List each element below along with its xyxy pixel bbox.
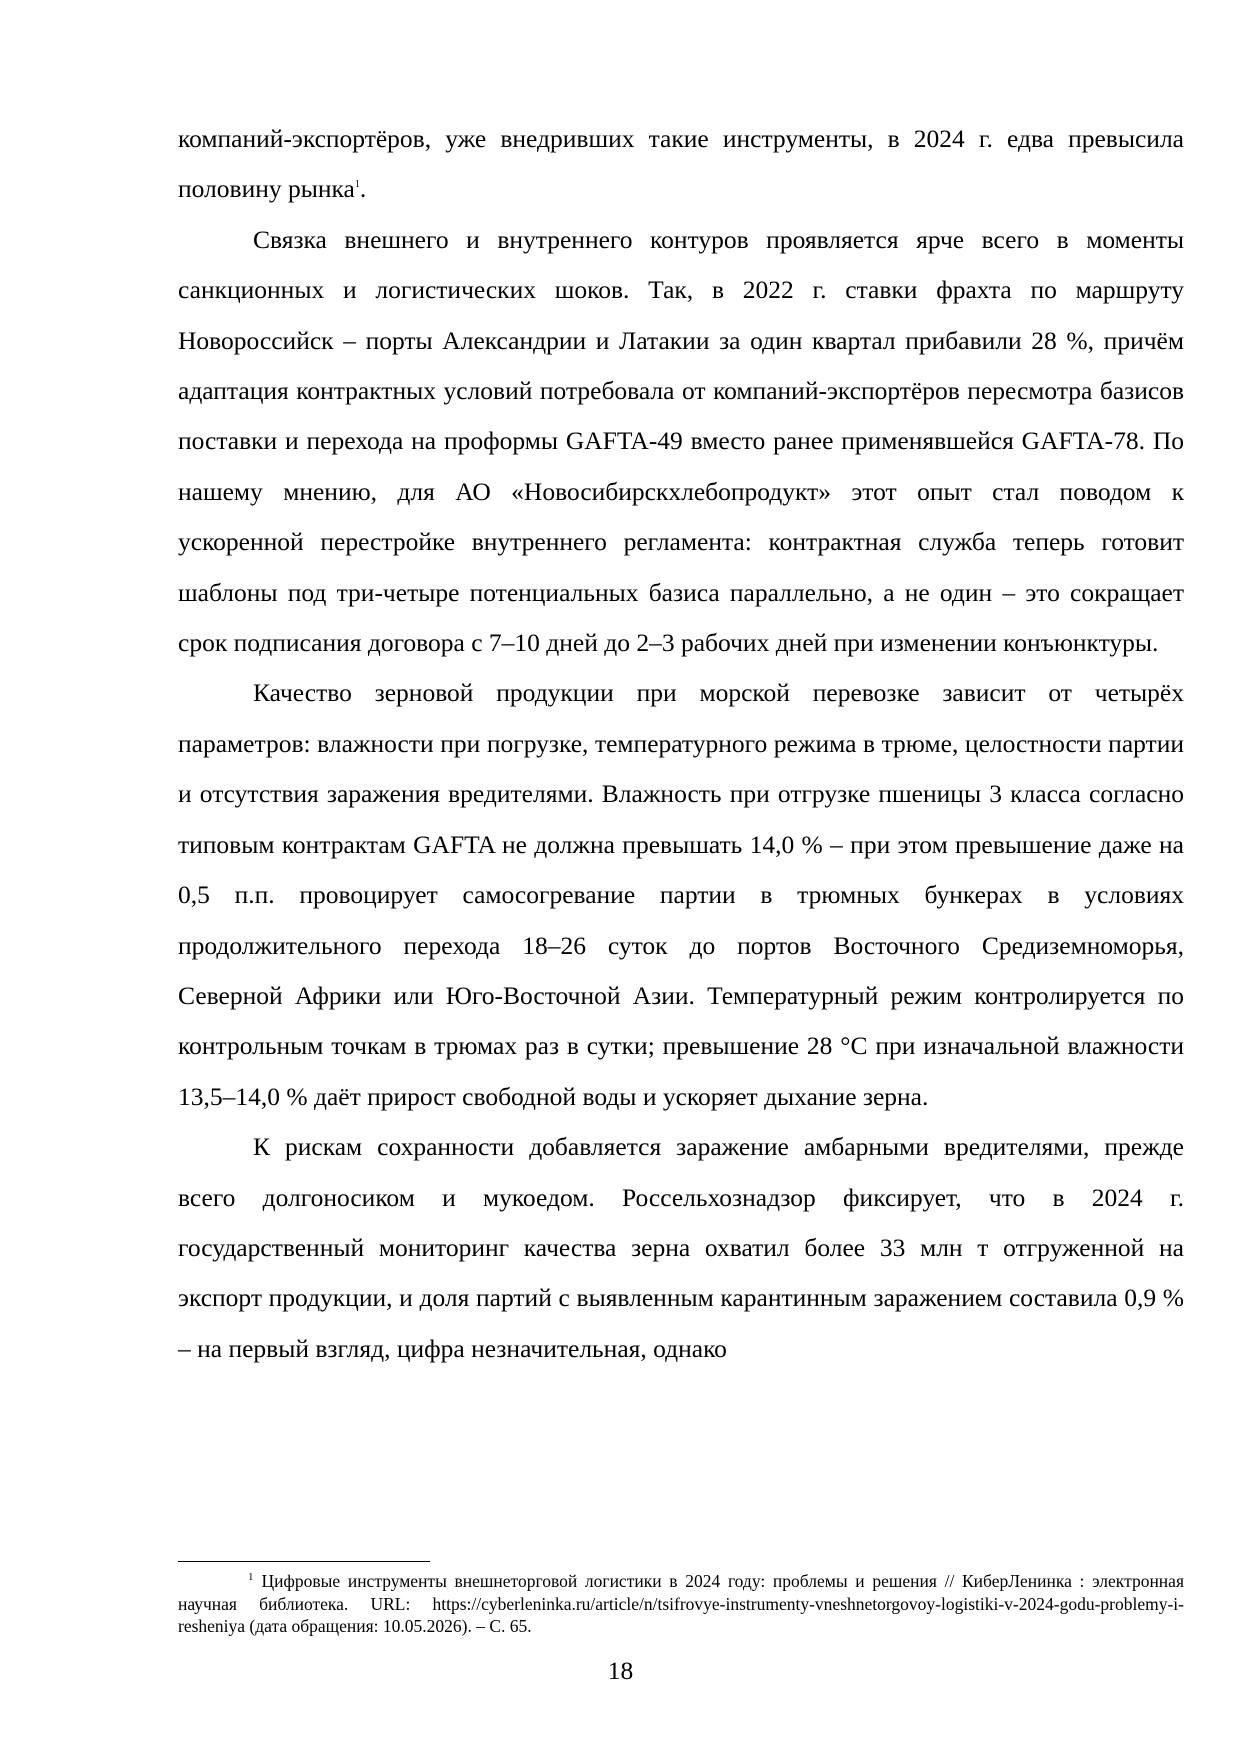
- body-text: [178, 114, 1184, 1374]
- paragraph: К рискам сохранности добавляется заражение амбарными вредителями, прежде всего долгоносиком и мукоедом. Россельхознадзор фиксирует, что в 2024 г. государственный мониторинг качества зерна охватил более 33 млн т отгруженной на экспорт продукции, и доля партий с выявленным карантинным заражением составила 0,9 % – на первый взгляд, цифра незначительная, однако: [178, 1132, 1184, 1363]
- page-number: 18: [607, 1656, 634, 1685]
- footnote: [178, 1570, 1184, 1638]
- footnote-reference[interactable]: 1: [354, 179, 360, 191]
- paragraph: Связка внешнего и внутреннего контуров проявляется ярче всего в моменты санкционных и логистических шоков. Так, в 2022 г. ставки фрахта по маршруту Новороссийск – порты Александрии и Латакии за один квартал прибавили 28 %, причём адаптация контрактных условий потребовала от компаний-экспортёров пересмотра базисов поставки и перехода на проформы GAFTA-49 вместо ранее применявшейся GAFTA-78. По нашему мнению, для АО «Новосибирскхлебопродукт» этот опыт стал поводом к ускоренной перестройке внутреннего регламента: контрактная служба теперь готовит шаблоны под три-четыре потенциальных базиса параллельно, а не один – это сокращает срок подписания договора с 7–10 дней до 2–3 рабочих дней при изменении конъюнктуры.: [178, 224, 1184, 658]
- footnote-text: Цифровые инструменты внешнеторговой логистики в 2024 году: проблемы и решения // КиберЛенинка : электронная научная библиотека. URL: https://cyberleninka.ru/article/n/tsifrovye-instrumenty-vneshnetorgovoy-logistiki-v-2024-godu-problemy-i-resheniya (дата обращения: 10.05.2026). – С. 65.: [178, 1571, 1184, 1636]
- paragraph: Качество зерновой продукции при морской перевозке зависит от четырёх параметров: влажности при погрузке, температурного режима в трюме, целостности партии и отсутствия заражения вредителями. Влажность при отгрузке пшеницы 3 класса согласно типовым контрактам GAFTA не должна превышать 14,0 % – при этом превышение даже на 0,5 п.п. провоцирует самосогревание партии в трюмных бункерах в условиях продолжительного перехода 18–26 суток до портов Восточного Средиземноморья, Северной Африки или Юго-Восточной Азии. Температурный режим контролируется по контрольным точкам в трюмах раз в сутки; превышение 28 °С при изначальной влажности 13,5–14,0 % даёт прирост свободной воды и ускоряет дыхание зерна.: [178, 678, 1184, 1111]
- paragraph-continued: [178, 114, 1184, 215]
- paragraph-tail: .: [359, 174, 367, 204]
- footnote-number: 1: [248, 1571, 254, 1583]
- paragraph-text: компаний-экспортёров, уже внедривших такие инструменты, в 2024 г. едва превысила половину рынка: [178, 124, 1184, 204]
- footnote-paragraph: [178, 1570, 1184, 1638]
- footnote-separator: [178, 1561, 430, 1562]
